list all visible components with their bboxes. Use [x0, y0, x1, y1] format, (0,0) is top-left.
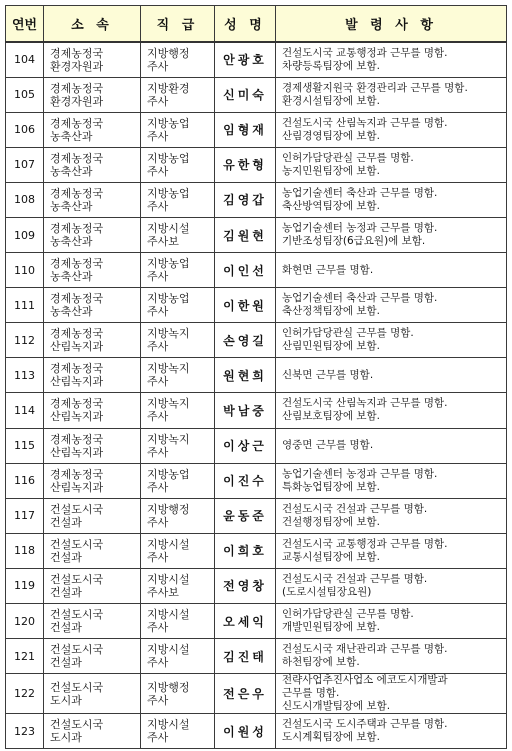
department-line: 건설도시국: [50, 502, 104, 516]
row-number: 108: [6, 182, 44, 217]
department-line: 환경자원과: [50, 94, 104, 108]
rank-cell: [141, 42, 215, 77]
appointment-order-cell: [276, 639, 507, 674]
department-line: 농축산과: [50, 129, 93, 143]
rank-line: 지방농업: [147, 257, 190, 271]
department-cell: [44, 182, 141, 217]
rank-line: 지방시설: [147, 222, 190, 236]
department-line: 경제농정국: [50, 362, 104, 376]
table-row: [6, 77, 507, 112]
rank-line: 지방농업: [147, 116, 190, 130]
department-line: 농축산과: [50, 235, 93, 249]
rank-cell: [141, 498, 215, 533]
row-number: 122: [6, 674, 44, 714]
department-cell: [44, 358, 141, 393]
row-number: 109: [6, 217, 44, 252]
appointment-table: [5, 5, 507, 749]
person-name: 이진수: [215, 463, 276, 498]
appointment-order-cell: [276, 568, 507, 603]
table-row: [6, 568, 507, 603]
appointment-order-cell: [276, 217, 507, 252]
department-line: 경제농정국: [50, 81, 104, 95]
rank-cell: [141, 358, 215, 393]
rank-line: 지방환경: [147, 81, 190, 95]
rank-line: 주사: [147, 375, 169, 389]
appointment-order-line: 화현면 근무를 명함.: [282, 263, 374, 276]
appointment-order-line: 농업기술센터 축산과 근무를 명함.: [282, 186, 438, 199]
row-number: 105: [6, 77, 44, 112]
person-name: 김원현: [215, 217, 276, 252]
appointment-order-cell: [276, 604, 507, 639]
row-number: 120: [6, 604, 44, 639]
rank-line: 지방시설: [147, 572, 190, 586]
person-name: 임형재: [215, 112, 276, 147]
rank-line: 주사: [147, 656, 169, 670]
row-number: 123: [6, 714, 44, 749]
person-name: 신미숙: [215, 77, 276, 112]
table-row: [6, 498, 507, 533]
rank-line: 지방행정: [147, 46, 190, 60]
appointment-order-line: 특화농업팀장에 보함.: [282, 480, 380, 493]
person-name: 김영갑: [215, 182, 276, 217]
person-name: 유한형: [215, 147, 276, 182]
department-cell: [44, 112, 141, 147]
appointment-order-line: (도로시설팀장요원): [282, 585, 372, 598]
row-number: 112: [6, 323, 44, 358]
appointment-order-line: 영중면 근무를 명함.: [282, 439, 374, 452]
rank-line: 주사: [147, 305, 169, 319]
department-cell: [44, 533, 141, 568]
department-cell: [44, 568, 141, 603]
row-number: 107: [6, 147, 44, 182]
rank-cell: [141, 217, 215, 252]
rank-line: 주사: [147, 445, 169, 459]
department-line: 도시과: [50, 693, 82, 707]
rank-cell: [141, 253, 215, 288]
appointment-order-line: 환경시설팀장에 보함.: [282, 94, 380, 107]
rank-line: 지방시설: [147, 608, 190, 622]
rank-line: 주사: [147, 693, 169, 707]
person-name: 손영길: [215, 323, 276, 358]
header-row: [6, 6, 507, 43]
department-line: 경제농정국: [50, 222, 104, 236]
rank-cell: [141, 533, 215, 568]
row-number: 104: [6, 42, 44, 77]
appointment-order-cell: [276, 714, 507, 749]
appointment-order-line: 개발민원팀장에 보함.: [282, 621, 380, 634]
person-name: 윤동준: [215, 498, 276, 533]
appointment-order-cell: [276, 533, 507, 568]
appointment-order-line: 산림경영팀장에 보함.: [282, 129, 380, 142]
header-no: 연번: [6, 6, 44, 43]
department-line: 건설과: [50, 515, 82, 529]
table-row: [6, 393, 507, 428]
person-name: 안광호: [215, 42, 276, 77]
table-row: [6, 674, 507, 714]
rank-cell: [141, 323, 215, 358]
header-name: 성 명: [215, 6, 276, 43]
rank-line: 주사: [147, 621, 169, 635]
department-line: 경제농정국: [50, 186, 104, 200]
rank-cell: [141, 393, 215, 428]
appointment-order-line: 산림민원팀장에 보함.: [282, 340, 380, 353]
rank-line: 주사: [147, 270, 169, 284]
appointment-order-line: 인허가담당관실 근무를 명함.: [282, 151, 414, 164]
rank-line: 주사: [147, 129, 169, 143]
rank-cell: [141, 288, 215, 323]
row-number: 115: [6, 428, 44, 463]
row-number: 118: [6, 533, 44, 568]
appointment-order-cell: [276, 463, 507, 498]
department-cell: [44, 323, 141, 358]
department-cell: [44, 253, 141, 288]
department-cell: [44, 288, 141, 323]
rank-line: 주사: [147, 480, 169, 494]
appointment-order-line: 농지민원팀장에 보함.: [282, 164, 380, 177]
department-cell: [44, 393, 141, 428]
rank-line: 주사: [147, 550, 169, 564]
appointment-order-cell: [276, 112, 507, 147]
table-body: [6, 42, 507, 749]
appointment-order-cell: [276, 77, 507, 112]
appointment-order-line: 축산정책팀장에 보함.: [282, 305, 380, 318]
header-rank: 직 급: [141, 6, 215, 43]
appointment-order-line: 신북면 근무를 명함.: [282, 368, 374, 381]
rank-line: 주사: [147, 340, 169, 354]
appointment-order-line: 건설도시국 도시주택과 근무를 명함.: [282, 718, 448, 731]
rank-line: 주사: [147, 410, 169, 424]
department-line: 건설과: [50, 550, 82, 564]
rank-cell: [141, 428, 215, 463]
person-name: 김진태: [215, 639, 276, 674]
department-line: 건설과: [50, 621, 82, 635]
rank-cell: [141, 604, 215, 639]
appointment-order-cell: [276, 358, 507, 393]
appointment-order-line: 인허가담당관실 근무를 명함.: [282, 608, 414, 621]
department-line: 건설도시국: [50, 680, 104, 694]
row-number: 117: [6, 498, 44, 533]
rank-cell: [141, 639, 215, 674]
person-name: 박남중: [215, 393, 276, 428]
rank-line: 지방농업: [147, 151, 190, 165]
appointment-order-cell: [276, 428, 507, 463]
rank-line: 지방농업: [147, 186, 190, 200]
row-number: 114: [6, 393, 44, 428]
table-row: [6, 358, 507, 393]
department-cell: [44, 639, 141, 674]
department-line: 경제농정국: [50, 46, 104, 60]
department-line: 건설도시국: [50, 572, 104, 586]
appointment-order-line: 농업기술센터 농정과 근무를 명함.: [282, 467, 438, 480]
table-row: [6, 323, 507, 358]
appointment-order-line: 하천팀장에 보함.: [282, 656, 360, 669]
person-name: 전은우: [215, 674, 276, 714]
department-cell: [44, 77, 141, 112]
appointment-order-cell: [276, 42, 507, 77]
person-name: 이상근: [215, 428, 276, 463]
appointment-order-line: 근무를 명함.: [282, 687, 340, 700]
person-name: 오세익: [215, 604, 276, 639]
rank-line: 지방농업: [147, 292, 190, 306]
person-name: 이원성: [215, 714, 276, 749]
department-line: 건설과: [50, 656, 82, 670]
appointment-order-line: 신도시개발팀장에 보함.: [282, 700, 391, 713]
rank-line: 지방농업: [147, 467, 190, 481]
department-line: 산림녹지과: [50, 410, 104, 424]
appointment-order-line: 건설행정팀장에 보함.: [282, 515, 380, 528]
department-line: 건설도시국: [50, 608, 104, 622]
table-row: [6, 217, 507, 252]
department-cell: [44, 604, 141, 639]
department-line: 경제농정국: [50, 116, 104, 130]
appointment-order-cell: [276, 182, 507, 217]
department-line: 건설도시국: [50, 643, 104, 657]
rank-cell: [141, 112, 215, 147]
appointment-order-line: 축산방역팀장에 보함.: [282, 199, 380, 212]
department-line: 농축산과: [50, 270, 93, 284]
appointment-order-line: 기반조성팀장(6급요원)에 보함.: [282, 235, 426, 248]
rank-line: 지방녹지: [147, 362, 190, 376]
appointment-order-cell: [276, 288, 507, 323]
rank-line: 지방녹지: [147, 432, 190, 446]
rank-cell: [141, 147, 215, 182]
department-line: 경제농정국: [50, 292, 104, 306]
table-row: [6, 428, 507, 463]
table-row: [6, 604, 507, 639]
person-name: 이한원: [215, 288, 276, 323]
table-row: [6, 112, 507, 147]
department-cell: [44, 463, 141, 498]
appointment-order-line: 농업기술센터 축산과 근무를 명함.: [282, 292, 438, 305]
appointment-order-cell: [276, 147, 507, 182]
row-number: 119: [6, 568, 44, 603]
table-row: [6, 639, 507, 674]
department-line: 경제농정국: [50, 432, 104, 446]
department-cell: [44, 147, 141, 182]
person-name: 이희호: [215, 533, 276, 568]
appointment-order-line: 경제생활지원국 환경관리과 근무를 명함.: [282, 81, 468, 94]
appointment-order-line: 건설도시국 교통행정과 근무를 명함.: [282, 537, 448, 550]
appointment-order-line: 건설도시국 건설과 근무를 명함.: [282, 502, 428, 515]
table-row: [6, 253, 507, 288]
table-row: [6, 42, 507, 77]
rank-line: 지방시설: [147, 643, 190, 657]
appointment-order-line: 건설도시국 재난관리과 근무를 명함.: [282, 643, 448, 656]
department-line: 농축산과: [50, 164, 93, 178]
table-row: [6, 533, 507, 568]
row-number: 113: [6, 358, 44, 393]
department-line: 산림녹지과: [50, 445, 104, 459]
rank-line: 지방시설: [147, 537, 190, 551]
appointment-order-line: 차량등록팀장에 보함.: [282, 59, 380, 72]
appointment-order-line: 교통시설팀장에 보함.: [282, 550, 380, 563]
department-cell: [44, 428, 141, 463]
appointment-order-line: 전략사업추진사업소 에코도시개발과: [282, 674, 448, 687]
rank-line: 지방시설: [147, 718, 190, 732]
department-line: 경제농정국: [50, 151, 104, 165]
rank-line: 주사: [147, 515, 169, 529]
rank-cell: [141, 463, 215, 498]
rank-line: 지방녹지: [147, 397, 190, 411]
row-number: 116: [6, 463, 44, 498]
person-name: 원현희: [215, 358, 276, 393]
appointment-order-line: 농업기술센터 농정과 근무를 명함.: [282, 222, 438, 235]
row-number: 106: [6, 112, 44, 147]
rank-line: 주사: [147, 164, 169, 178]
header-dept: 소 속: [44, 6, 141, 43]
department-line: 경제농정국: [50, 397, 104, 411]
department-line: 도시과: [50, 731, 82, 745]
appointment-order-line: 건설도시국 교통행정과 근무를 명함.: [282, 46, 448, 59]
row-number: 121: [6, 639, 44, 674]
department-cell: [44, 42, 141, 77]
department-cell: [44, 217, 141, 252]
department-line: 경제농정국: [50, 257, 104, 271]
appointment-order-line: 건설도시국 산림녹지과 근무를 명함.: [282, 397, 448, 410]
rank-cell: [141, 182, 215, 217]
rank-line: 주사보: [147, 585, 179, 599]
appointment-order-line: 건설도시국 건설과 근무를 명함.: [282, 572, 428, 585]
appointment-order-cell: [276, 253, 507, 288]
table-row: [6, 463, 507, 498]
rank-line: 지방행정: [147, 680, 190, 694]
rank-line: 주사: [147, 199, 169, 213]
person-name: 전영창: [215, 568, 276, 603]
department-line: 농축산과: [50, 199, 93, 213]
rank-line: 주사: [147, 731, 169, 745]
appointment-order-cell: [276, 674, 507, 714]
department-line: 산림녹지과: [50, 375, 104, 389]
appointment-order-cell: [276, 393, 507, 428]
department-cell: [44, 674, 141, 714]
appointment-table-wrap: [5, 5, 507, 749]
appointment-order-line: 산림보호팀장에 보함.: [282, 410, 380, 423]
row-number: 110: [6, 253, 44, 288]
table-row: [6, 714, 507, 749]
department-line: 산림녹지과: [50, 340, 104, 354]
table-row: [6, 147, 507, 182]
department-cell: [44, 714, 141, 749]
department-line: 경제농정국: [50, 467, 104, 481]
rank-cell: [141, 714, 215, 749]
rank-line: 주사: [147, 94, 169, 108]
appointment-order-line: 인허가담당관실 근무를 명함.: [282, 327, 414, 340]
department-line: 환경자원과: [50, 59, 104, 73]
department-cell: [44, 498, 141, 533]
row-number: 111: [6, 288, 44, 323]
department-line: 농축산과: [50, 305, 93, 319]
rank-line: 주사보: [147, 235, 179, 249]
department-line: 건설도시국: [50, 537, 104, 551]
rank-cell: [141, 674, 215, 714]
department-line: 건설도시국: [50, 718, 104, 732]
rank-line: 주사: [147, 59, 169, 73]
appointment-order-cell: [276, 323, 507, 358]
appointment-order-line: 도시계획팀장에 보함.: [282, 731, 380, 744]
department-line: 경제농정국: [50, 327, 104, 341]
rank-line: 지방행정: [147, 502, 190, 516]
rank-line: 지방녹지: [147, 327, 190, 341]
rank-cell: [141, 77, 215, 112]
appointment-order-cell: [276, 498, 507, 533]
table-row: [6, 182, 507, 217]
header-order: 발 령 사 항: [276, 6, 507, 43]
rank-cell: [141, 568, 215, 603]
department-line: 산림녹지과: [50, 480, 104, 494]
appointment-order-line: 건설도시국 산림녹지과 근무를 명함.: [282, 116, 448, 129]
person-name: 이인선: [215, 253, 276, 288]
table-row: [6, 288, 507, 323]
department-line: 건설과: [50, 585, 82, 599]
